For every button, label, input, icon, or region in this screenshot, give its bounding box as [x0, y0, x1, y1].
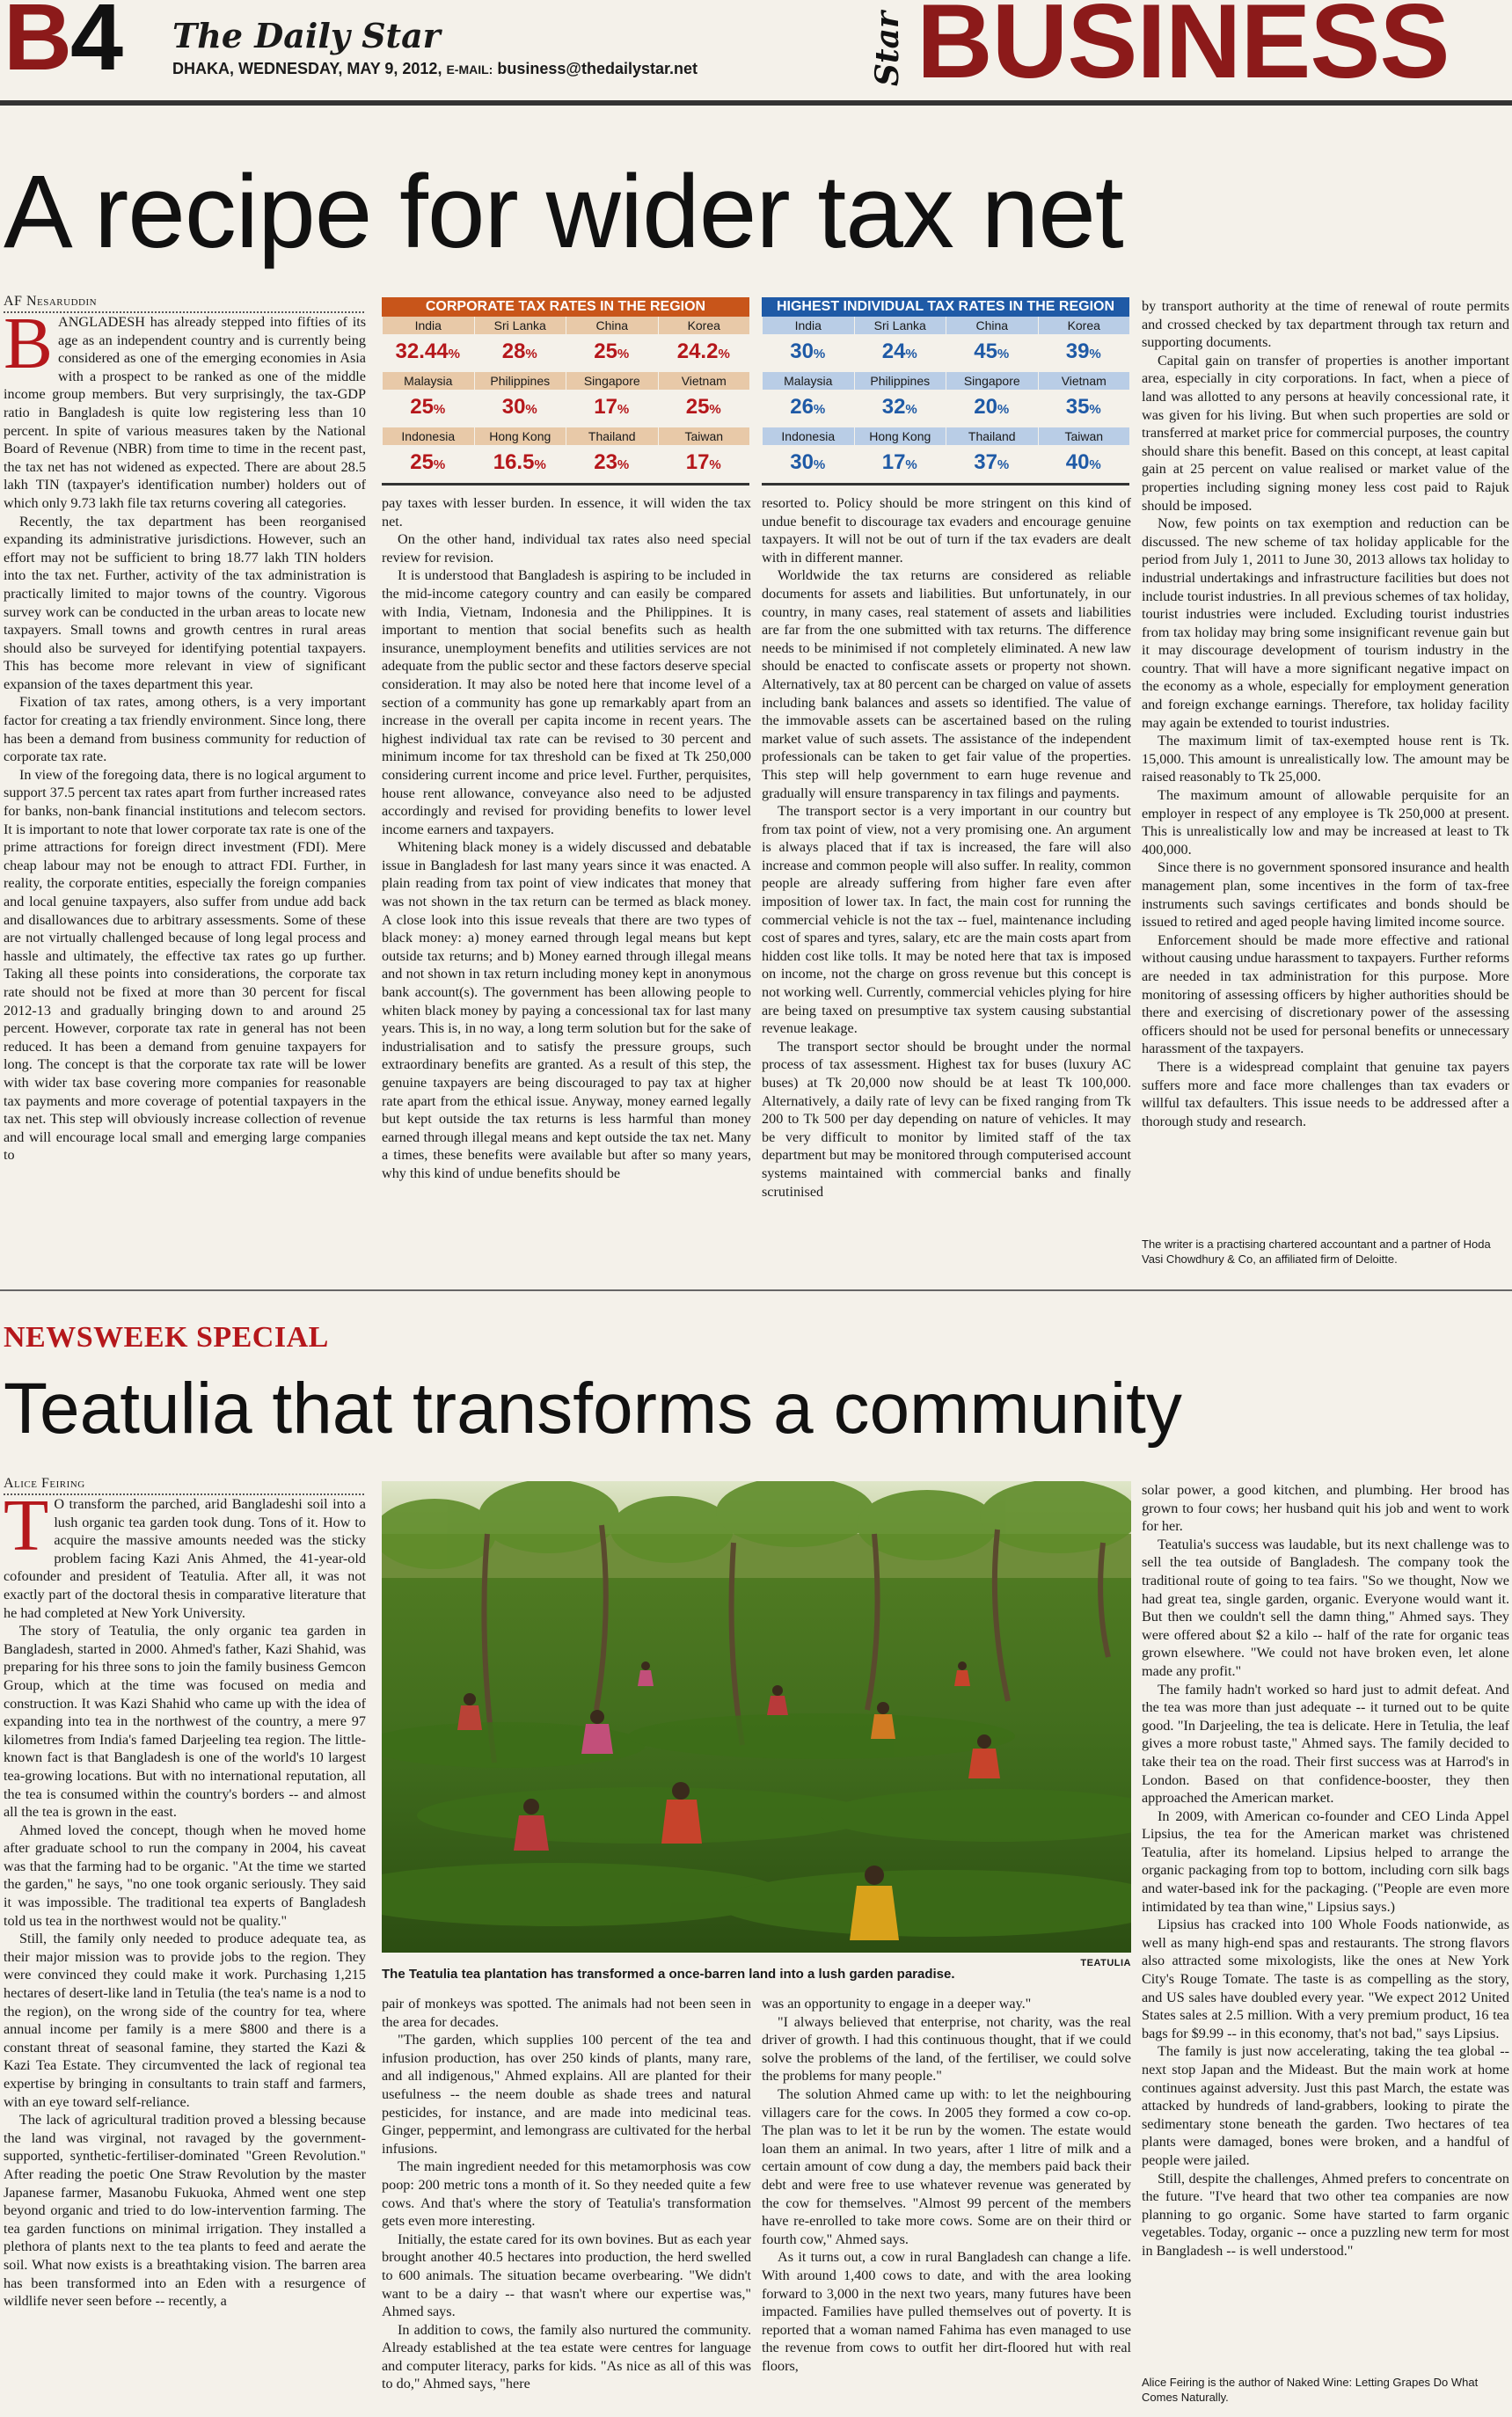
section-name: BUSINESS — [917, 0, 1450, 100]
article2-dropcap: T — [4, 1495, 49, 1566]
corporate-table-rate-unit: % — [525, 402, 537, 417]
email-link[interactable]: business@thedailystar.net — [497, 60, 698, 77]
individual-table-rate-value — [762, 445, 854, 483]
individual-table-country-name: Hong Kong — [854, 427, 946, 445]
corporate-table-country-name: Singapore — [566, 372, 658, 390]
individual-table-rate-number: 39 — [1065, 340, 1090, 363]
corporate-table-rate-number: 24.2 — [676, 340, 719, 363]
individual-table-rate-unit: % — [1089, 457, 1101, 472]
individual-table-rate-number: 35 — [1065, 395, 1090, 419]
corporate-table-rate-number: 32.44 — [395, 340, 449, 363]
corporate-table-rate-number: 25 — [410, 395, 434, 419]
corporate-table-rate-number: 25 — [594, 340, 617, 363]
corporate-table-country-name: Korea — [658, 317, 750, 334]
corporate-tax-table — [382, 297, 749, 486]
corporate-table-rate-unit: % — [433, 457, 446, 472]
individual-table-rate-unit: % — [1089, 347, 1101, 361]
individual-table-country-name: China — [946, 317, 1038, 334]
individual-table-rate-number: 45 — [974, 340, 997, 363]
article2-column-4: solar power, a good kitchen, and plumbing. Her brood has grown to four cows; her husband quit his job and went to work for her. Teatulia's success was laudable, but its next challenge was to sell the tea outside of Bangladesh. The company took the traditional route of going to tea fairs. "So we thought, Now we had great tea, single garden, organic. Everyone would want it. But then we couldn't sell the damn thing," Ahmed says. They were offered about $2 a kilo -- half of the rate for organic teas grown elsewhere. "We could not have broken even, let alone made any profit." The family hadn't worked so hard just to admit defeat. And the tea was more than just adequate -- it turned out to be quite good. "In Darjeeling, the tea is delicate. Here in Tetulia, the leaf gives a more robust taste," Ahmed says. The family decided to take their tea on the road. Their first success was at Harrod's in London. Based on that confidence-booster, they then approached the American market. In 2009, with American co-founder and CEO Linda Appel Lipsius, the tea for the American market was christened Teatulia, after its homeland. Lipsius helped to arrange the organic packaging from top to bottom, including corn silk bags and water-based ink for the packaging. ("People are even more intimidated by tea than wine," Lipsius says.) Lipsius has cracked into 100 Whole Foods nationwide, as well as many high-end spas and restaurants. The strong flavors also attracted some mixologists, like the ones at New York City's Rouge Tomate. The taste is as compelling as the story, and US sales have doubled every year. "We expect 2012 United States sales at 2.5 million. With a very premium product, 16 tea bags for $9.99 -- in this economy, that's not bad," says Lipsius. The family is just now accelerating, taking the tea global -- next stop Japan and the Mideast. But the main work at home continues against adversity. Just this past March, the estate was attacked by hundreds of land-grabbers, looking to pirate the sedimentary stone beneath the garden. Two hectares of tea plants were damaged, bones were broken, and a handful of people were jailed. Still, despite the challenges, Ahmed prefers to concentrate on the future. "I've heard that two other tea companies are now planning to go organic. Some have started to farm organic vegetables. Today, organic -- once a puzzling new term for most in Bangladesh -- is well understood." — [1142, 1482, 1509, 2259]
corporate-table-rate-value — [474, 390, 566, 427]
individual-table-rate-unit: % — [1089, 402, 1101, 417]
individual-table-country-name: India — [762, 317, 854, 334]
corporate-table-rate-row — [382, 390, 749, 427]
individual-table-country-name: Korea — [1038, 317, 1130, 334]
individual-tax-table — [762, 297, 1129, 486]
corporate-table-country-name: Malaysia — [382, 372, 474, 390]
article1-author-note: The writer is a practising chartered accountant and a partner of Hoda Vasi Chowdhury & Co, an affiliated firm of Deloitte. — [1142, 1238, 1491, 1266]
individual-table-title: HIGHEST INDIVIDUAL TAX RATES IN THE REGION — [762, 297, 1129, 317]
corporate-table-country-row — [382, 317, 749, 334]
corporate-table-rate-value — [658, 390, 750, 427]
individual-table-rate-unit: % — [997, 402, 1010, 417]
individual-table-rate-value — [854, 390, 946, 427]
article1-column-1: B ANGLADESH has already stepped into fifties of its age as an independent country and is currently being considered as one of the emerging economies in Asia with a prospect to be ranked as one of the middle income group members. But very surprisingly, the tax-GDP ratio in Bangladesh is quite low registering less than 10 percent. In spite of various measures taken by the National Board of Revenue (NBR) from time to time in the recent past, the tax net has not widened as expected. There are about 28.5 lakh TIN (taxpayer's identification number) holders out of which only 9.73 lakh file tax returns covering all categories. Recently, the tax department has been reorganised expanding its administrative jurisdictions. However, such an effort may not be sufficient to bring 18.77 lakh TIN holders into the tax net. Further, activity of the tax administration is practically limited to major towns of the country. Vigorous survey work can be conducted in the urban areas to locate new taxpayers. Small towns and growth centres in rural areas should also be surveyed for identifying potential taxpayers. This has become more relevant in view of significant expansion of the taxes department this year. Fixation of tax rates, among others, is a very important factor for creating a tax friendly environment. Since long, there has been a demand from business community for reduction of corporate tax rate. In view of the foregoing data, there is no logical argument to support 37.5 percent tax rates apart from further increased rates for banks, non-bank financial institutions and telecom sectors. It is important to note that lower corporate tax rate is one of the prime attractions for foreign direct investment (FDI). Mere cheap labour may not be enough to attract FDI. Further, in reality, the corporate entities, especially the foreign companies and local genuine taxpayers, also suffer from undue add back and disallowances due to arbitrary assessments. Some of these are not virtually challenged because of long legal process and hassle and ultimately, the effective tax rates go up further. Taking all these points into considerations, the corporate tax rate should not be fixed at more than 30 percent for fiscal 2012-13 and gradually bringing down to and around 25 percent. However, corporate tax rate in general has not been reduced. It has been a demand from genuine taxpayers for long. The concept is that the corporate tax rate will be lower with wider tax base covering more companies for reasonable tax payments and more coverage of potential taxpayers in the tax net. This step will obviously increase collection of revenue and will encourage local small and emerging large companies to — [4, 313, 366, 1164]
corporate-table-rate-value — [566, 445, 658, 483]
individual-table-country-name: Vietnam — [1038, 372, 1130, 390]
corporate-table-rate-number: 25 — [685, 395, 710, 419]
corporate-table-rate-value — [382, 334, 474, 372]
paper-name-logo: The Daily Star — [172, 16, 441, 55]
individual-table-rate-row — [762, 445, 1129, 483]
individual-table-rate-unit: % — [997, 457, 1010, 472]
corporate-table-rate-value — [658, 334, 750, 372]
article1-column-4: by transport authority at the time of renewal of route permits and crossed checked by tax department through tax return and supporting documents. Capital gain on transfer of properties is another important area, especially in city corporations. In fact, when a piece of land was allotted to any persons at heavily concessional rate, it was given for his living. But when such properties are sold or transferred at market price for commercial purposes, the country should share this benefit. Based on this concept, at least capital gain at 25 percent on value realised or market value of the properties including signing money less cost paid to Rajuk should be imposed. Now, few points on tax exemption and reduction can be discussed. The new scheme of tax holiday applicable for the period from July 1, 2011 to June 30, 2013 allows tax holiday to industrial undertakings and infrastructure facilities but does not include tourist industries. In all previous schemes of tax holiday, tourist industries were included. Excluding tourist industries from tax holiday may bring some insignificant revenue gain but it may discourage development of tourism industry in the country. That will have a more significant negative impact on the economy as a whole, especially for employment generation and foreign exchange earnings. Therefore, tax holiday facility may again be extended to tourist industries. The maximum limit of tax-exempted house rent is Tk. 15,000. This amount is unrealistically low. The amount may be raised reasonably to Tk 25,000. The maximum amount of allowable perquisite for an employer in respect of any employee is Tk 250,000 at present. This is unrealistically low and may be increased at least to Tk 400,000. Since there is no government sponsored insurance and health management plan, some incentives in the form of tax-free instruments such savings certificates and bonds should be issued to retired and aged people having limited income source. Enforcement should be made more effective and rational without causing undue harassment to taxpayers. Further reforms are needed in tax administration for this purpose. More monitoring of assessing officers by higher authorities should be there and exercising of discretionary power of the assessing officers should not be used for personal benefits or unnecessary harassment of the taxpayers. There is a widespread complaint that genuine tax payers suffers more and face more challenges than tax evaders or willful tax defaulters. This issue needs to be addressed after a thorough study and research. — [1142, 298, 1509, 1129]
corporate-table-rate-value — [382, 390, 474, 427]
corporate-table-country-row — [382, 427, 749, 445]
individual-table-rate-unit: % — [905, 457, 917, 472]
individual-table-rate-number: 30 — [790, 450, 814, 474]
corporate-table-rate-unit: % — [433, 402, 446, 417]
individual-table-rate-number: 20 — [974, 395, 997, 419]
corporate-table-rate-unit: % — [718, 347, 730, 361]
individual-table-country-name: Singapore — [946, 372, 1038, 390]
corporate-table-rate-number: 17 — [594, 395, 617, 419]
individual-table-rate-value — [946, 390, 1038, 427]
corporate-table-country-name: Sri Lanka — [474, 317, 566, 334]
individual-table-rate-unit: % — [813, 457, 826, 472]
individual-table-rate-row — [762, 334, 1129, 372]
article1-column-2: pay taxes with lesser burden. In essence, it will widen the tax net. On the other hand, individual tax rates also need special review for revision. It is understood that Bangladesh is aspiring to be included in the mid-income category country and can easily be compared with India, Vietnam, Indonesia and the Philippines. It is important to mention that social benefits such as health insurance, unemployment benefits and utilities services are not adequate from the public sector and these factors deserve special consideration. It may also be noted here that income level of a section of a community has gone up remarkably apart from an increase in the overall per capita income in recent years. The highest individual tax rate can be revised to 30 percent and minimum income for tax threshold can be fixed at Tk 250,000 considering current income and price level. Further, perquisites, house rent allowance, conveyance also need to be adjusted accordingly and revised for providing benefits to lower level income earners and taxpayers. Whitening black money is a widely discussed and debatable issue in Bangladesh for last many years since it was enacted. A plain reading from tax point of view indicates that money that was not shown in the tax return can be termed as black money. A close look into this issue reveals that there are two types of black money: a) money earned through legal means but kept outside tax returns; and b) Money earned through illegal means and not shown in tax return including money kept in anonymous bank account(s). The government has been allowing people to whiten black money by paying a concessional tax for last many years. This is, in no way, a long term solution but for the sake of industrialisation and to satisfy the pressure groups, such extraordinary benefits are granted. As a result of this step, the genuine taxpayers are being discouraged to pay tax at higher rate apart from the ethical issue. Anyway, money earned legally but kept outside the tax returns is less harmful than money earned through illegal means and kept outside the tax net. Many a times, these benefits were available but after so many years, why this kind of undue benefits should be — [382, 495, 751, 1181]
photo-caption: The Teatulia tea plantation has transformed a once-barren land into a lush garden paradise. — [382, 1967, 955, 1982]
corporate-table-country-name: Hong Kong — [474, 427, 566, 445]
article1-dropcap: B — [4, 313, 54, 384]
masthead-rule — [0, 100, 1512, 106]
individual-table-rate-unit: % — [997, 347, 1010, 361]
individual-table-rate-unit: % — [813, 402, 826, 417]
corporate-table-country-name: Taiwan — [658, 427, 750, 445]
individual-table-rate-value — [1038, 445, 1130, 483]
individual-table-rate-number: 24 — [881, 340, 906, 363]
article2-author-note: Alice Feiring is the author of Naked Wine: Letting Grapes Do What Comes Naturally. — [1142, 2376, 1479, 2404]
corporate-table-rate-number: 16.5 — [493, 450, 535, 474]
individual-table-rate-value — [946, 445, 1038, 483]
page-number: B4 — [4, 0, 122, 90]
corporate-table-rate-number: 23 — [594, 450, 617, 474]
corporate-table-rate-unit: % — [534, 457, 546, 472]
individual-table-rate-number: 30 — [790, 340, 814, 363]
article2-column-2: pair of monkeys was spotted. The animals had not been seen in the area for decades. "The garden, which supplies 100 percent of the tea and infusion production, has over 250 kinds of plants, many rare, and all indigenous," Ahmed explains. All are planted for their usefulness -- the neem double as shade trees and natural pesticides, for instance, and are made into medicinal teas. Ginger, peppermint, and lemongrass are cultivated for the herbal infusions. The main ingredient needed for this metamorphosis was cow poop: 200 metric tons a month of it. So they needed quite a few cows. And that's where the story of Teatulia's transformation gets even more interesting. Initially, the estate cared for its own bovines. But as each year brought another 40.5 hectares into production, the herd swelled to 600 animals. The situation became overbearing. "We didn't want to be a dairy -- that wasn't where our expertise was," Ahmed says. In addition to cows, the family also nurtured the community. Already established at the tea estate were centres for language and computer literacy, parks for kids. "As nice as all of this was to do," Ahmed says, "here — [382, 1996, 751, 2392]
corporate-table-country-name: China — [566, 317, 658, 334]
section-brand: Star — [869, 11, 906, 86]
article2-byline: Alice Feiring — [4, 1476, 364, 1495]
individual-table-country-name: Thailand — [946, 427, 1038, 445]
corporate-table-rate-unit: % — [448, 347, 460, 361]
article1-byline: AF Nesaruddin — [4, 294, 364, 313]
individual-table-rate-unit: % — [905, 402, 917, 417]
individual-table-rate-number: 40 — [1065, 450, 1090, 474]
individual-table-country-row — [762, 427, 1129, 445]
corporate-table-bottom-rule — [382, 483, 749, 486]
corporate-table-rate-value — [658, 445, 750, 483]
corporate-table-rate-number: 17 — [685, 450, 710, 474]
individual-table-rate-value — [854, 334, 946, 372]
photo-credit: TEATULIA — [1080, 1958, 1131, 1968]
individual-table-rate-value — [854, 445, 946, 483]
article2-column-1: T O transform the parched, arid Bangladeshi soil into a lush organic tea garden took dung. Tons of it. How to acquire the massive amounts needed was the sticky problem facing Kazi Anis Ahmed, the 41-year-old cofounder and president of Teatulia. After all, it was not exactly part of the doctoral thesis in comparative literature that he had completed at New York University. The story of Teatulia, the only organic tea garden in Bangladesh, started in 2000. Ahmed's father, Kazi Shahid, was preparing for his three sons to join the family business Gemcon Group, which at the time was focused on media and construction. It was Kazi Shahid who came up with the idea of expanding into tea in the northwest of the country, a mere 97 kilometres from India's famed Darjeeling tea region. The little-known fact is that Bangladesh is one of the world's 10 largest tea-growing locations. But with no international reputation, all the tea is consumed within the country's borders -- and almost all the tea is grown in the east. Ahmed loved the concept, though when he moved home after graduate school to run the company in 2004, his caveat was that the farming had to be organic. "At the time we started the garden," he says, "no one took organic seriously. They said it was impossible. The traditional tea experts of Bangladesh told us tea in the northwest would not be quality." Still, the family only needed to produce adequate tea, as their major mission was to provide jobs to the region. They were convinced they could make it work. Purchasing 1,215 hectares of desert-like land in Tetulia (the tea's name is a nod to the region), on the wrong side of the country for tea, where annual income per family is a mere $800 and there is a constant threat of seasonal famine, they started the Kazi & Kazi Tea Estate. They circumvented the lack of regional tea expertise by bringing in consultants to train staff and farmers, with an eye toward self-reliance. The lack of agricultural tradition proved a blessing because the land was virginal, not ravaged by the government-supported, synthetic-fertiliser-dominated "Green Revolution." After reading the poetic One Straw Revolution by the master Japanese farmer, Masanobu Fukuoka, Ahmed went one step beyond organic and tried to do low-intervention farming. The tea garden functions on minimal irrigation. They installed a plethora of plants next to the tea plants to feed and aerate the soil. What now exists is a breathtaking vision. The barren area has been transformed into an Eden with a resurgence of wildlife never seen before -- recently, a — [4, 1495, 366, 2310]
article2-headline: Teatulia that transforms a community — [4, 1369, 1182, 1449]
corporate-table-rate-unit: % — [617, 457, 630, 472]
corporate-table-rate-unit: % — [617, 347, 630, 361]
article1-headline: A recipe for wider tax net — [4, 154, 1123, 270]
individual-table-rate-value — [1038, 334, 1130, 372]
individual-table-country-row — [762, 317, 1129, 334]
article2-kicker: NEWSWEEK SPECIAL — [4, 1321, 329, 1354]
individual-table-rate-value — [762, 334, 854, 372]
corporate-table-country-name: Indonesia — [382, 427, 474, 445]
individual-table-country-name: Philippines — [854, 372, 946, 390]
corporate-table-rate-value — [566, 334, 658, 372]
corporate-table-rate-value — [566, 390, 658, 427]
individual-table-rate-number: 32 — [881, 395, 906, 419]
corporate-table-rate-value — [382, 445, 474, 483]
individual-table-rate-row — [762, 390, 1129, 427]
corporate-table-country-name: India — [382, 317, 474, 334]
article1-column-3: resorted to. Policy should be more stringent on this kind of undue benefit to discourage tax evaders and encourage genuine taxpayers. It will not be out of turn if the tax evaders are dealt with in different manner. Worldwide the tax returns are considered as reliable documents for assets and liabilities. But unfortunately, in our country, in many cases, real statement of assets and liabilities are far from the one submitted with tax returns. The difference needs to be minimised if not completely eliminated. A new law should be enacted to confiscate assets or property not shown. Alternatively, tax at 80 percent can be charged on value of assets including bank balances and assets so identified. The value of the immovable assets can be ascertained based on the ruling market value of such assets. The assistance of the independent professionals can be taken to get fair value of the properties. This step will help government to earn huge revenue and gradually will ensure transparency in tax filings and payments. The transport sector is a very important in our country but from tax point of view, not a very promising one. An argument is always placed that if tax is increased, the fare will also increase and common people will also suffer. In reality, common people are already suffering from higher fare even after imposition of lower tax. In fact, the main cost for running the commercial vehicle is not the tax -- fuel, maintenance including cost of spares and tyres, salary, etc are the main costs apart from hidden cost like tolls. It may be noted here that tax is imposed on income, not the charge on gross revenue but this concept is not working well. Currently, commercial vehicles plying for hire are being taxed on presumptive tax system causing substantial revenue leakage. The transport sector should be brought under the normal process of tax assessment. Highest tax for buses (luxury AC buses) at Tk 20,000 now should be at least Tk 100,000. Alternatively, a daily rate of levy can be fixed ranging from Tk 200 to Tk 500 per day depending on nature of vehicles. It may be very difficult to monitor by limited staff of the tax department but may be monitored through computerised account systems maintained with commercial banks and finally scrutinised — [762, 495, 1131, 1200]
individual-table-country-name: Sri Lanka — [854, 317, 946, 334]
individual-table-rate-number: 26 — [790, 395, 814, 419]
individual-table-rate-value — [762, 390, 854, 427]
corporate-table-rate-row — [382, 334, 749, 372]
article2-column-3: was an opportunity to engage in a deeper way." "I always believed that enterprise, not charity, was the real driver of growth. I had this continuous thought, that if we could solve the problems of the land, of the fertiliser, we could solve the problems for many people." The solution Ahmed came up with: to let the neighbouring villagers care for the cows. In 2005 they formed a cow co-op. The plan was to let it be run by the women. The estate would loan them an animal. In two years, after 1 litre of milk and a certain amount of cow dung a day, the members paid back their debt and were free to use whatever revenue was generated by the cow for themselves. "Almost 99 percent of the members have re-enrolled to take more cows. Some are on their third or fourth cow," Ahmed says. As it turns out, a cow in rural Bangladesh can change a life. With around 1,400 cows to date, and with the area looking forward to 3,000 in the next two years, many futures have been impacted. Families have pulled themselves out of poverty. It is reported that a woman named Fahima has even managed to use the revenue from cows to outfit her dirt-floored hut with real floors, — [762, 1996, 1131, 2374]
individual-table-bottom-rule — [762, 483, 1129, 486]
individual-table-rate-unit: % — [813, 347, 826, 361]
tea-plantation-photo — [382, 1481, 1131, 1953]
dateline: DHAKA, WEDNESDAY, MAY 9, 2012, E-MAIL: business@thedailystar.net — [172, 60, 698, 77]
individual-table-rate-value — [1038, 390, 1130, 427]
corporate-table-title: CORPORATE TAX RATES IN THE REGION — [382, 297, 749, 317]
individual-table-rate-number: 37 — [974, 450, 997, 474]
individual-table-rate-number: 17 — [881, 450, 906, 474]
corporate-table-country-name: Thailand — [566, 427, 658, 445]
corporate-table-country-name: Vietnam — [658, 372, 750, 390]
individual-table-rate-value — [946, 334, 1038, 372]
corporate-table-rate-unit: % — [709, 402, 721, 417]
individual-table-country-row — [762, 372, 1129, 390]
corporate-table-rate-number: 25 — [410, 450, 434, 474]
corporate-table-rate-row — [382, 445, 749, 483]
article-divider — [0, 1289, 1512, 1291]
corporate-table-rate-value — [474, 334, 566, 372]
individual-table-country-name: Indonesia — [762, 427, 854, 445]
corporate-table-rate-number: 28 — [501, 340, 526, 363]
corporate-table-country-name: Philippines — [474, 372, 566, 390]
corporate-table-country-row — [382, 372, 749, 390]
corporate-table-rate-unit: % — [709, 457, 721, 472]
corporate-table-rate-value — [474, 445, 566, 483]
corporate-table-rate-unit: % — [617, 402, 630, 417]
corporate-table-rate-number: 30 — [501, 395, 526, 419]
individual-table-country-name: Taiwan — [1038, 427, 1130, 445]
individual-table-country-name: Malaysia — [762, 372, 854, 390]
individual-table-rate-unit: % — [905, 347, 917, 361]
corporate-table-rate-unit: % — [525, 347, 537, 361]
masthead — [0, 0, 1512, 104]
